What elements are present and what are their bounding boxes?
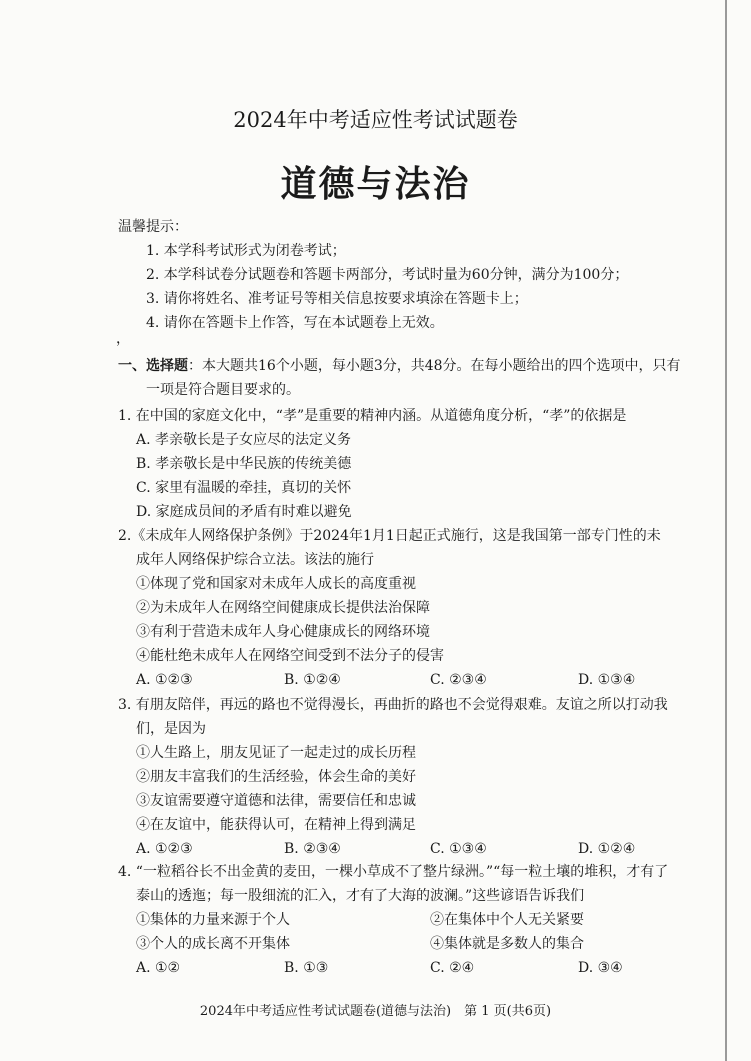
option: D. 家庭成员间的矛盾有时难以避免 [136,504,352,520]
choice: C. ②④ [430,960,475,976]
notice-item: 2. 本学科试卷分试题卷和答题卡两部分，考试时量为60分钟，满分为100分； [146,267,629,283]
choice: D. ③④ [578,960,623,976]
notice-heading: 温馨提示： [118,219,188,235]
statement: ③有利于营造未成年人身心健康成长的网络环境 [136,624,430,640]
statement: ②为未成年人在网络空间健康成长提供法治保障 [136,600,430,616]
choice: C. ①③④ [430,841,487,857]
page-footer: 2024年中考适应性考试试题卷(道德与法治) 第 1 页(共6页) [199,1004,552,1019]
statement: ④在友谊中，能获得认可，在精神上得到满足 [136,817,416,833]
question-stem: 1. 在中国的家庭文化中，“孝”是重要的精神内涵。从道德角度分析，“孝”的依据是 [118,408,627,424]
statement: ①集体的力量来源于个人 [136,912,290,928]
choice: B. ②③④ [284,841,341,857]
choice: B. ①③ [284,960,329,976]
statement: ②朋友丰富我们的生活经验，体会生命的美好 [136,769,416,785]
notice-item: 3. 请你将姓名、准考证号等相关信息按要求填涂在答题卡上； [146,291,528,307]
statement: ②在集体中个人无关紧要 [430,912,584,928]
choice: D. ①③④ [578,672,636,688]
statement: ④集体就是多数人的集合 [430,936,584,952]
choice: A. ①② [136,960,181,976]
stray-mark: ， [116,331,130,347]
choice: D. ①②④ [578,841,636,857]
option: B. 孝亲敬长是中华民族的传统美德 [136,456,352,472]
statement: ③个人的成长离不开集体 [136,936,290,952]
question-stem: 2.《未成年人网络保护条例》于2024年1月1日起正式施行，这是我国第一部专门性的未 [118,528,661,544]
question-stem: 成年人网络保护综合立法。该法的施行 [136,552,374,568]
option: A. 孝亲敬长是子女应尽的法定义务 [136,432,352,448]
statement: ④能杜绝未成年人在网络空间受到不法分子的侵害 [136,648,444,664]
notice-item: 4. 请你在答题卡上作答，写在本试题卷上无效。 [146,315,444,331]
section-intro-text: 一项是符合题目要求的。 [146,382,300,398]
subject-title: 道德与法治 [280,163,471,205]
question-stem: 们，是因为 [136,721,206,737]
choice: A. ①②③ [136,841,193,857]
section-intro [118,357,681,375]
statement: ①人生路上，朋友见证了一起走过的成长历程 [136,745,416,761]
section-intro-text: ：本大题共16个小题，每小题3分，共48分。在每小题给出的四个选项中，只有 [188,358,681,374]
statement: ①体现了党和国家对未成年人成长的高度重视 [136,576,416,592]
choice: B. ①②④ [284,672,341,688]
notice-item: 1. 本学科考试形式为闭卷考试； [146,243,346,259]
choice: A. ①②③ [136,672,193,688]
question-stem: 4. “一粒稻谷长不出金黄的麦田，一棵小草成不了整片绿洲。”“每一粒土壤的堆积，才有了 [118,864,669,880]
exam-subtitle: 2024年中考适应性考试试题卷 [233,108,518,132]
section-heading: 一、选择题 [118,358,188,374]
statement: ③友谊需要遵守道德和法律，需要信任和忠诚 [136,793,416,809]
question-stem: 泰山的透迤；每一股细流的汇入，才有了大海的波澜。”这些谚语告诉我们 [136,888,585,904]
question-stem: 3. 有朋友陪伴，再远的路也不觉得漫长，再曲折的路也不会觉得艰难。友谊之所以打动我 [118,697,668,713]
choice: C. ②③④ [430,672,487,688]
option: C. 家里有温暖的牵挂，真切的关怀 [136,480,352,496]
